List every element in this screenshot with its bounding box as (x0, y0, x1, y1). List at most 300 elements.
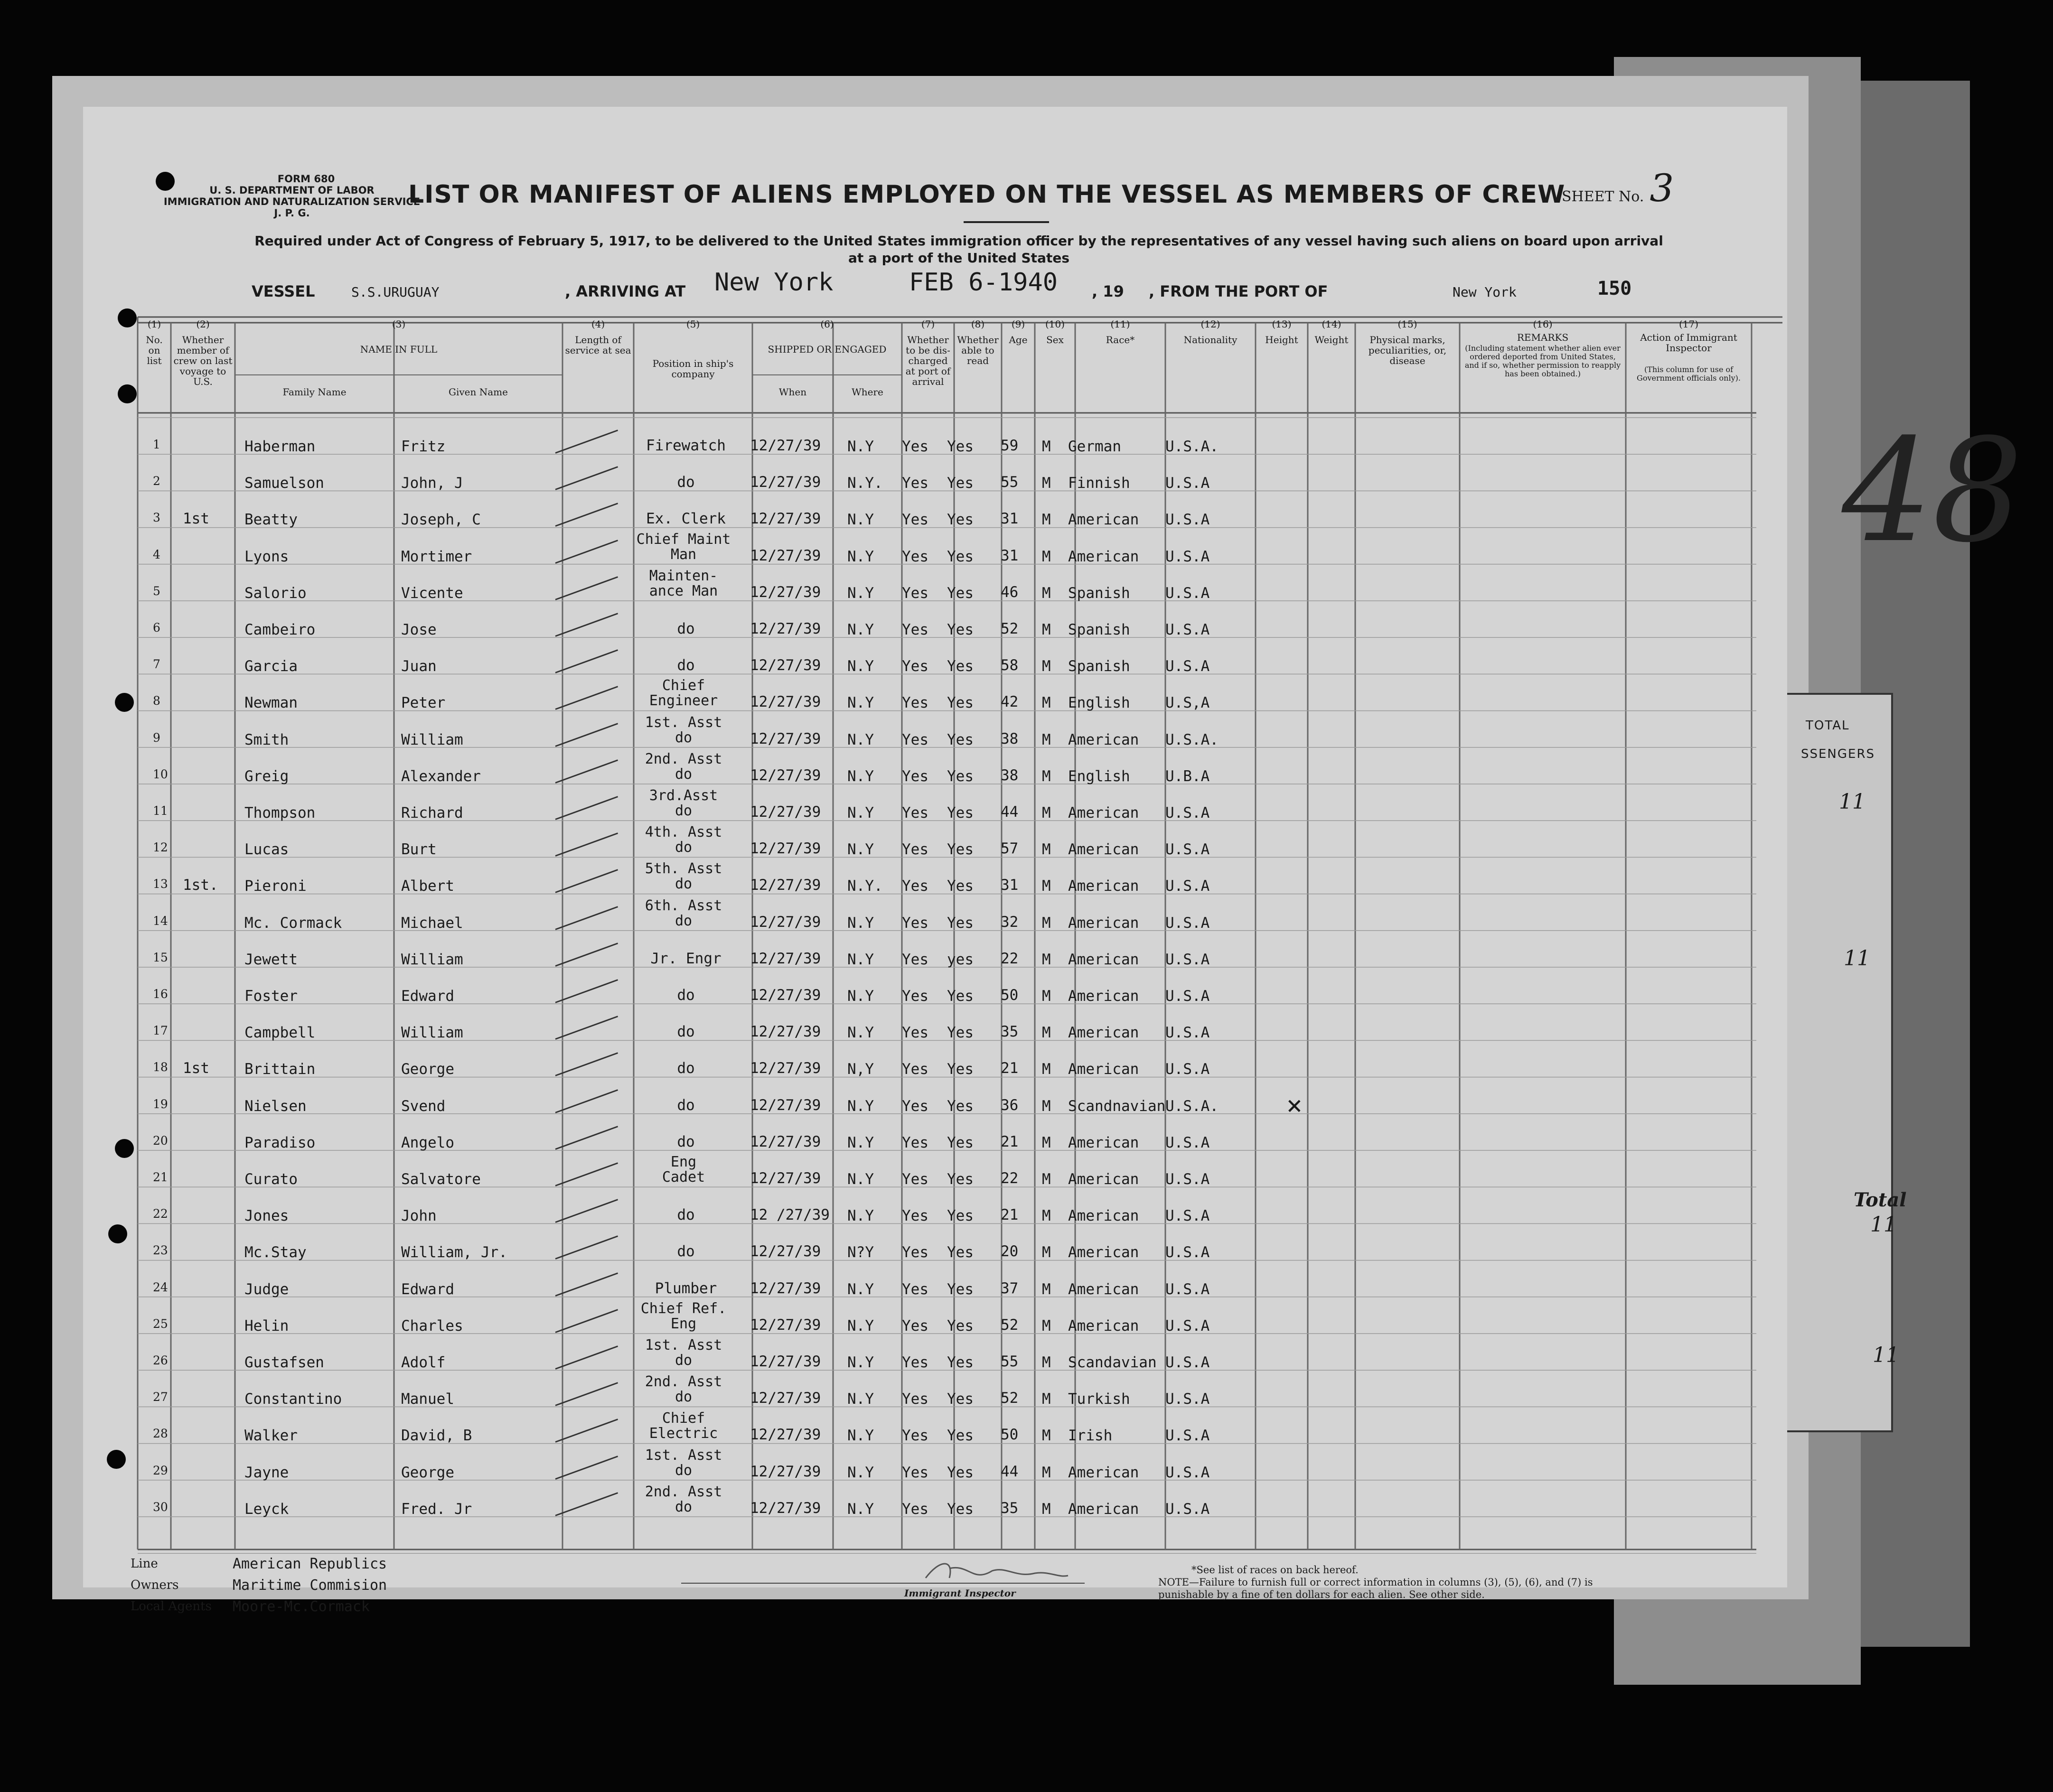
able-to-read: Yes (947, 1061, 974, 1078)
sex: M (1042, 1097, 1051, 1115)
nationality: U.S.A. (1165, 438, 1219, 455)
shipped-date: 12/27/39 (750, 950, 821, 967)
shipped-where: N.Y (847, 511, 874, 529)
race: American (1068, 1024, 1139, 1042)
family-name: Mc.Stay (244, 1244, 307, 1261)
column-sublabel: Given Name (449, 386, 508, 398)
shipped-date: 12/27/39 (750, 1279, 821, 1297)
given-name: Manuel (401, 1391, 454, 1408)
discharged: Yes (902, 1427, 928, 1445)
tally-a: 11 (1839, 790, 1866, 814)
nationality: U.S.A (1165, 1134, 1210, 1151)
footnote (1158, 1564, 1604, 1601)
race: American (1068, 1500, 1139, 1518)
shipped-where: N.Y (847, 1427, 874, 1445)
race: American (1068, 1317, 1139, 1335)
race: Scandavian (1068, 1354, 1157, 1371)
position: 2nd. Asst do (645, 1483, 722, 1515)
column-label: Whether member of crew on last voyage to U.S. (173, 334, 233, 387)
sex: M (1042, 1244, 1051, 1261)
shipped-date: 12/27/39 (750, 620, 821, 637)
family-name: Constantino (244, 1391, 342, 1408)
family-name: Leyck (244, 1500, 289, 1518)
row-number: 30 (153, 1500, 168, 1514)
able-to-read: Yes (947, 1500, 974, 1518)
shipped-where: N.Y (847, 438, 874, 455)
position: do (677, 1243, 695, 1260)
age: 50 (1001, 1426, 1019, 1444)
position: Chief Ref. Eng (640, 1300, 727, 1332)
discharged: Yes (902, 1500, 928, 1518)
race: Spanish (1068, 584, 1130, 602)
sex: M (1042, 1317, 1051, 1335)
column-sublabel: (This column for use of Government officials only). (1637, 365, 1741, 383)
given-name: Joseph, C (401, 511, 481, 529)
able-to-read: Yes (947, 1317, 974, 1335)
sex: M (1042, 877, 1051, 895)
position: 3rd.Asst do (649, 787, 718, 819)
sex: M (1042, 694, 1051, 712)
column-number: (6) (820, 318, 834, 330)
vessel-name: S.S.URUGUAY (351, 284, 440, 300)
age: 37 (1001, 1279, 1019, 1297)
able-to-read: Yes (947, 1207, 974, 1225)
age: 32 (1001, 913, 1019, 931)
given-name: Richard (401, 804, 463, 821)
row-number: 15 (153, 950, 168, 964)
service: IMMIGRATION AND NATURALIZATION SERVICE (163, 196, 421, 207)
sex: M (1042, 438, 1051, 455)
discharged: Yes (902, 438, 928, 455)
able-to-read: Yes (947, 1024, 974, 1042)
given-name: Salvatore (401, 1171, 481, 1188)
given-name: William (401, 951, 463, 968)
shipped-date: 12/27/39 (750, 1390, 821, 1407)
nationality: U.S.A (1165, 584, 1210, 602)
family-name: Jones (244, 1207, 289, 1225)
shipped-date: 12/27/39 (750, 1243, 821, 1260)
sex: M (1042, 1061, 1051, 1078)
discharged: Yes (902, 1207, 928, 1225)
age: 50 (1001, 987, 1019, 1004)
discharged: Yes (902, 1171, 928, 1188)
row-number: 18 (153, 1060, 168, 1074)
race: American (1068, 1207, 1139, 1225)
shipped-date: 12/27/39 (750, 474, 821, 491)
able-to-read: Yes (947, 475, 974, 492)
sex: M (1042, 1464, 1051, 1481)
column-label: Weight (1314, 334, 1349, 345)
shipped-date: 12/27/39 (750, 877, 821, 894)
row-number: 8 (153, 694, 160, 708)
shipped-date: 12/27/39 (750, 657, 821, 674)
column-label: Position in ship's company (652, 358, 734, 380)
age: 57 (1001, 840, 1019, 858)
column-number: (1) (147, 318, 161, 330)
shipped-where: N.Y (847, 841, 874, 859)
column-label: Sex (1046, 334, 1064, 345)
shipped-date: 12/27/39 (750, 1023, 821, 1041)
nationality: U.S.A. (1165, 731, 1219, 748)
shipped-date: 12/27/39 (750, 437, 821, 454)
race: American (1068, 877, 1139, 895)
position: 6th. Asst do (645, 897, 722, 929)
year-label: , 19 (1092, 282, 1124, 300)
able-to-read: Yes (947, 1280, 974, 1298)
able-to-read: Yes (947, 1391, 974, 1408)
family-name: Campbell (244, 1024, 316, 1042)
inspector-label: Immigrant Inspector (904, 1587, 1016, 1599)
race: American (1068, 548, 1139, 565)
age: 59 (1001, 437, 1019, 454)
nationality: U.S.A (1165, 1500, 1210, 1518)
discharged: Yes (902, 1244, 928, 1261)
row-number: 2 (153, 474, 160, 488)
column-label: Whether able to read (957, 334, 999, 366)
age: 22 (1001, 1170, 1019, 1187)
row-number: 7 (153, 657, 160, 672)
nationality: U.S.A (1165, 951, 1210, 968)
owners-value: Maritime Commision (233, 1577, 387, 1594)
row-number: 21 (153, 1170, 168, 1184)
discharged: Yes (902, 1024, 928, 1042)
discharged: Yes (902, 694, 928, 712)
shipped-date: 12/27/39 (750, 1426, 821, 1444)
shipped-where: N.Y (847, 1134, 874, 1151)
shipped-where: N.Y (847, 1097, 874, 1115)
family-name: Haberman (244, 438, 316, 455)
position: Chief Engineer (649, 677, 718, 709)
able-to-read: Yes (947, 621, 974, 638)
given-name: Juan (401, 658, 437, 675)
sex: M (1042, 951, 1051, 968)
tally-b: 11 (1844, 946, 1870, 971)
family-name: Smith (244, 731, 289, 748)
discharged: Yes (902, 1097, 928, 1115)
column-number: (4) (591, 318, 605, 330)
race: Finnish (1068, 475, 1130, 492)
age: 38 (1001, 766, 1019, 784)
column-label: Race* (1106, 334, 1135, 345)
given-name: William (401, 731, 463, 748)
age: 31 (1001, 547, 1019, 564)
race: English (1068, 694, 1130, 712)
row-number: 12 (153, 840, 168, 855)
form-number: FORM 680 (277, 173, 335, 185)
shipped-where: N.Y (847, 548, 874, 565)
given-name: William (401, 1024, 463, 1042)
position: do (677, 1096, 695, 1114)
family-name: Beatty (244, 511, 298, 529)
age: 36 (1001, 1096, 1019, 1114)
nationality: U.S.A (1165, 1061, 1210, 1078)
nationality: U.S.A (1165, 1317, 1210, 1335)
sex: M (1042, 475, 1051, 492)
age: 52 (1001, 1316, 1019, 1334)
given-name: Mortimer (401, 548, 472, 565)
sex: M (1042, 841, 1051, 859)
row-number: 11 (153, 804, 168, 818)
column-number: (9) (1011, 318, 1025, 330)
shipped-where: N.Y. (847, 475, 883, 492)
position: do (677, 987, 695, 1004)
race: American (1068, 1061, 1139, 1078)
shipped-where: N.Y (847, 584, 874, 602)
given-name: Charles (401, 1317, 463, 1335)
column-label: SHIPPED OR ENGAGED (768, 344, 887, 355)
shipped-where: N.Y (847, 694, 874, 712)
shipped-where: N.Y. (847, 877, 883, 895)
position: do (677, 1060, 695, 1077)
given-name: Angelo (401, 1134, 454, 1151)
age: 58 (1001, 657, 1019, 674)
row-number: 19 (153, 1097, 168, 1111)
race: American (1068, 841, 1139, 859)
shipped-date: 12/27/39 (750, 547, 821, 564)
shipped-where: N.Y (847, 1391, 874, 1408)
able-to-read: Yes (947, 694, 974, 712)
total-word: Total (1854, 1189, 1907, 1211)
shipped-date: 12/27/39 (750, 913, 821, 931)
race: American (1068, 1134, 1139, 1151)
sex: M (1042, 1024, 1051, 1042)
form-code: J. P. G. (274, 207, 310, 219)
discharged: Yes (902, 804, 928, 821)
inspector-signature (921, 1554, 1073, 1592)
discharged: Yes (902, 548, 928, 565)
position: do (677, 657, 695, 674)
family-name: Samuelson (244, 475, 324, 492)
sex: M (1042, 1207, 1051, 1225)
discharged: Yes (902, 1061, 928, 1078)
position: 5th. Asst do (645, 860, 722, 893)
penalty-note: NOTE—Failure to furnish full or correct information in columns (3), (5), (6), and (7) is punishable by a fine of ten dollars for each alien. See other side. (1158, 1577, 1593, 1600)
family-name: Garcia (244, 658, 298, 675)
family-name: Pieroni (244, 877, 307, 895)
column-label: NAME IN FULL (360, 344, 438, 355)
row-number: 16 (153, 987, 168, 1001)
position: do (677, 1206, 695, 1224)
column-number: (8) (971, 318, 985, 330)
sex: M (1042, 988, 1051, 1005)
shipped-where: N?Y (847, 1244, 874, 1261)
shipped-date: 12/27/39 (750, 1499, 821, 1517)
discharged: Yes (902, 877, 928, 895)
sex: M (1042, 731, 1051, 748)
discharged: Yes (902, 1317, 928, 1335)
shipped-where: N.Y (847, 1280, 874, 1298)
position: 1st. Asst do (645, 1447, 722, 1479)
shipped-where: N.Y (847, 804, 874, 821)
position: Ex. Clerk (646, 510, 726, 528)
column-number: (2) (196, 318, 210, 330)
given-name: Jose (401, 621, 437, 638)
shipped-date: 12/27/39 (750, 693, 821, 711)
discharged: Yes (902, 951, 928, 968)
position: Firewatch (646, 437, 726, 454)
row-number: 29 (153, 1463, 168, 1477)
able-to-read: Yes (947, 1354, 974, 1371)
shipped-date: 12/27/39 (750, 1060, 821, 1077)
age: 35 (1001, 1023, 1019, 1041)
row-number: 20 (153, 1133, 168, 1148)
race: American (1068, 914, 1139, 932)
age: 31 (1001, 877, 1019, 894)
age: 55 (1001, 1353, 1019, 1370)
family-name: Gustafsen (244, 1354, 324, 1371)
last-voyage-mark: 1st. (183, 877, 218, 894)
nationality: U.S.A (1165, 1354, 1210, 1371)
column-label: Age (1009, 334, 1028, 345)
column-number: (10) (1045, 318, 1065, 330)
column-number: (12) (1200, 318, 1220, 330)
able-to-read: Yes (947, 1134, 974, 1151)
discharged: Yes (902, 658, 928, 675)
column-label: REMARKS (1517, 332, 1569, 343)
row-number: 1 (153, 438, 160, 451)
given-name: David, B (401, 1427, 472, 1445)
shipped-where: N.Y (847, 988, 874, 1005)
sex: M (1042, 1134, 1051, 1151)
row-number: 27 (153, 1390, 168, 1404)
column-label: No. on list (146, 334, 163, 366)
given-name: Albert (401, 877, 454, 895)
row-number: 13 (153, 877, 168, 891)
discharged: Yes (902, 841, 928, 859)
nationality: U.S.A (1165, 1280, 1210, 1298)
nationality: U.S,A (1165, 694, 1210, 712)
nationality: U.S.A (1165, 1244, 1210, 1261)
family-name: Lyons (244, 548, 289, 565)
column-number: (7) (921, 318, 935, 330)
age: 42 (1001, 693, 1019, 711)
row-number: 3 (153, 511, 160, 525)
given-name: Edward (401, 988, 454, 1005)
able-to-read: Yes (947, 914, 974, 932)
row-number: 24 (153, 1280, 168, 1294)
race: Spanish (1068, 658, 1130, 675)
given-name: Edward (401, 1280, 454, 1298)
sex: M (1042, 1354, 1051, 1371)
family-name: Lucas (244, 841, 289, 859)
races-note: *See list of races on back hereof. (1191, 1564, 1359, 1576)
shipped-date: 12/27/39 (750, 1463, 821, 1480)
nationality: U.S.A (1165, 1427, 1210, 1445)
nationality: U.S.A (1165, 841, 1210, 859)
given-name: Fred. Jr (401, 1500, 472, 1518)
shipped-where: N.Y (847, 1207, 874, 1225)
position: 2nd. Asst do (645, 750, 722, 783)
nationality: U.S.A (1165, 1024, 1210, 1042)
row-number: 25 (153, 1316, 168, 1331)
family-name: Walker (244, 1427, 298, 1445)
column-number: (5) (686, 318, 700, 330)
family-name: Judge (244, 1280, 289, 1298)
family-name: Brittain (244, 1061, 316, 1078)
able-to-read: Yes (947, 1097, 974, 1115)
age: 31 (1001, 510, 1019, 528)
sex: M (1042, 767, 1051, 785)
last-voyage-mark: 1st (183, 510, 209, 528)
nationality: U.S.A (1165, 621, 1210, 638)
sex: M (1042, 548, 1051, 565)
given-name: Peter (401, 694, 446, 712)
race: American (1068, 511, 1139, 529)
family-name: Mc. Cormack (244, 914, 342, 932)
able-to-read: Yes (947, 548, 974, 565)
column-sublabel: Where (852, 386, 883, 398)
race: American (1068, 804, 1139, 821)
column-sublabel: Family Name (282, 386, 347, 398)
sex: M (1042, 511, 1051, 529)
age: 38 (1001, 730, 1019, 747)
shipped-where: N.Y (847, 731, 874, 748)
line-value: American Republics (233, 1556, 387, 1572)
shipped-where: N,Y (847, 1061, 874, 1078)
age: 44 (1001, 1463, 1019, 1480)
able-to-read: Yes (947, 877, 974, 895)
race: American (1068, 1280, 1139, 1298)
family-name: Nielsen (244, 1097, 307, 1115)
position: do (677, 620, 695, 637)
race: Scandnavian (1068, 1097, 1166, 1115)
able-to-read: Yes (947, 1464, 974, 1481)
column-sublabel: (Including statement whether alien ever ordered deported from United States, and if so, whether permission to reapply has been obtained.) (1464, 344, 1621, 378)
given-name: Fritz (401, 438, 446, 455)
given-name: William, Jr. (401, 1244, 507, 1261)
row-number: 6 (153, 621, 160, 635)
shipped-where: N.Y (847, 1024, 874, 1042)
discharged: Yes (902, 767, 928, 785)
shipped-where: N.Y (847, 767, 874, 785)
page-title: LIST OR MANIFEST OF ALIENS EMPLOYED ON THE VESSEL AS MEMBERS OF CREW (408, 180, 1566, 209)
shipped-date: 12/27/39 (750, 766, 821, 784)
race: German (1068, 438, 1121, 455)
able-to-read: Yes (947, 1244, 974, 1261)
row-number: 23 (153, 1243, 168, 1258)
race: American (1068, 731, 1139, 748)
nationality: U.S.A (1165, 1464, 1210, 1481)
race: American (1068, 988, 1139, 1005)
owners-label: Owners (131, 1578, 179, 1592)
race: Turkish (1068, 1391, 1130, 1408)
shipped-where: N.Y (847, 621, 874, 638)
sex: M (1042, 1171, 1051, 1188)
discharged: Yes (902, 731, 928, 748)
discharged: Yes (902, 1464, 928, 1481)
sex: M (1042, 1391, 1051, 1408)
able-to-read: Yes (947, 1427, 974, 1445)
position: 2nd. Asst do (645, 1373, 722, 1406)
family-name: Paradiso (244, 1134, 316, 1151)
able-to-read: Yes (947, 511, 974, 529)
able-to-read: yes (947, 951, 974, 968)
shipped-date: 12/27/39 (750, 1133, 821, 1150)
sex: M (1042, 1500, 1051, 1518)
race: Irish (1068, 1427, 1113, 1445)
sheet-value: 3 (1650, 166, 1674, 210)
position: Plumber (655, 1279, 717, 1297)
shipped-where: N.Y (847, 1317, 874, 1335)
family-name: Helin (244, 1317, 289, 1335)
shipped-date: 12/27/39 (750, 1353, 821, 1370)
able-to-read: Yes (947, 584, 974, 602)
row-number: 28 (153, 1427, 168, 1441)
position: 1st. Asst do (645, 714, 722, 746)
family-name: Thompson (244, 804, 316, 821)
column-label: Length of service at sea (565, 334, 631, 356)
shipped-date: 12 /27/39 (750, 1206, 830, 1224)
